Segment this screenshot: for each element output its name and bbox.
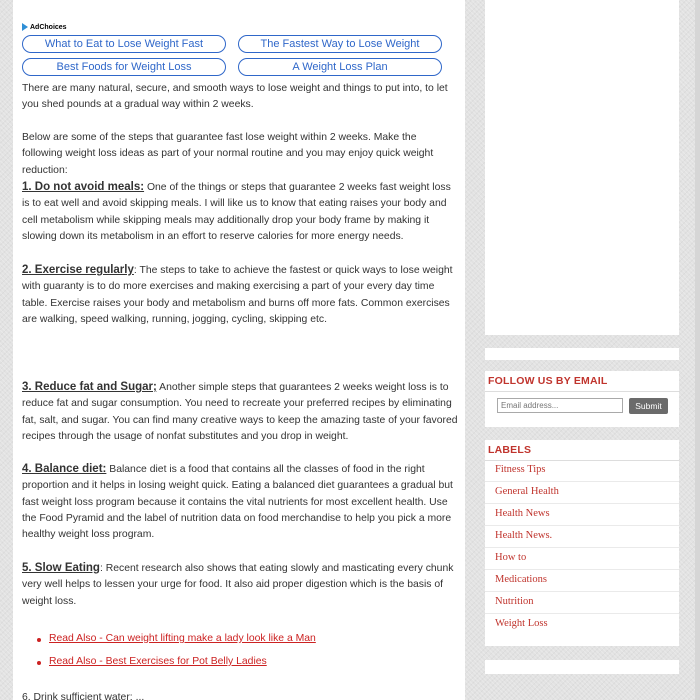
- step-2-text: : The steps to take to achieve the fastest or quick ways to lose weight with guaranty is to do more exercises and making exercising a part of your every day time table. Exercise raises your body and metabolism and burns off more fats. Common exercises are walking, speed walking, running, jogging, cycling, skipping etc.: [22, 265, 453, 325]
- labels-title: LABELS: [488, 444, 532, 456]
- labels-widget: [485, 440, 679, 646]
- label-link-general-health[interactable]: General Health: [495, 486, 559, 497]
- label-link-how-to[interactable]: How to: [495, 552, 527, 563]
- label-separator: [485, 503, 679, 504]
- label-separator: [485, 613, 679, 614]
- read-also-link-pot-belly[interactable]: Read Also - Best Exercises for Pot Belly Ladies: [49, 656, 267, 667]
- step-2-heading: 2. Exercise regularly: [22, 264, 134, 276]
- widget-divider: [485, 391, 679, 392]
- email-address-input[interactable]: [497, 398, 623, 413]
- step-3-heading: 3. Reduce fat and Sugar;: [22, 381, 157, 393]
- read-also-link-weight-lifting[interactable]: Read Also - Can weight lifting make a lady look like a Man: [49, 633, 316, 644]
- ad-link-what-to-eat[interactable]: What to Eat to Lose Weight Fast: [22, 35, 226, 53]
- page-scrollbar[interactable]: [695, 0, 700, 700]
- step-4-paragraph: [22, 461, 458, 543]
- sidebar-ad-box: [485, 0, 679, 335]
- step-2-paragraph: [22, 262, 458, 328]
- label-link-fitness-tips[interactable]: Fitness Tips: [495, 464, 546, 475]
- step-5-heading: 5. Slow Eating: [22, 562, 100, 574]
- step-1-heading: 1. Do not avoid meals:: [22, 181, 145, 193]
- label-link-health-news-dot[interactable]: Health News.: [495, 530, 553, 541]
- step-3-paragraph: [22, 379, 458, 445]
- step-5-text: : Recent research also shows that eating slowly and masticating every chunk very well helps to lessen your urge for food. It also aid proper digestion which is the basis of weight loss.: [22, 563, 454, 607]
- sidebar-empty-widget: [485, 348, 679, 360]
- follow-by-email-widget: [485, 371, 679, 427]
- sidebar-bottom-widget: [485, 660, 679, 674]
- label-link-weight-loss[interactable]: Weight Loss: [495, 618, 548, 629]
- ad-link-weight-loss-plan[interactable]: A Weight Loss Plan: [238, 58, 442, 76]
- label-separator: [485, 525, 679, 526]
- label-link-health-news[interactable]: Health News: [495, 508, 550, 519]
- step-4-text: Balance diet is a food that contains all the classes of food in the right proportion and it helps in losing weight quick. Eating a balanced diet guarantees a gradual but fast weight loss program because it contains the vital nutrients for most excellent health. Use the Food Pyramid and the label of nutrition data on food merchandise to help you pick a more healthy weight loss program.: [22, 464, 453, 541]
- label-link-medications[interactable]: Medications: [495, 574, 547, 585]
- main-content-column: [13, 0, 465, 700]
- adchoices-label: AdChoices: [30, 23, 67, 31]
- intro-paragraph: There are many natural, secure, and smooth ways to lose weight and things to put into, to let you shed pounds at a gradual way within 2 weeks.: [22, 83, 448, 111]
- ad-link-best-foods[interactable]: Best Foods for Weight Loss: [22, 58, 226, 76]
- ad-link-fastest-way[interactable]: The Fastest Way to Lose Weight: [238, 35, 442, 53]
- adchoices-badge[interactable]: [22, 22, 67, 32]
- step-1-text: One of the things or steps that guarantee 2 weeks fast weight loss is to eat well and avoid skipping meals. I will like us to know that eating raises your body and cell metabolism while skipping meals may additionally drop your body frame by making it slowing down its metabolism in an effort to reserve calories for more energy needs.: [22, 182, 451, 242]
- step-5-paragraph: [22, 560, 458, 610]
- adchoices-icon: [22, 23, 28, 31]
- step-6-partial-line: 6. Drink sufficient water: ...: [22, 692, 145, 700]
- step-1-paragraph: [22, 179, 458, 245]
- step-3-text: Another simple steps that guarantees 2 weeks weight loss is to reduce fat and sugar consumption. You need to recreate your preferred recipes by eliminating fat, salt, and sugar. You can find many creative ways to keep the amazing taste of your favored recipes through the usage of nonfat substitutes and you drop in weight.: [22, 382, 458, 442]
- step-4-heading: 4. Balance diet:: [22, 463, 107, 475]
- label-link-nutrition[interactable]: Nutrition: [495, 596, 534, 607]
- label-separator: [485, 481, 679, 482]
- lead-paragraph: Below are some of the steps that guarantee fast lose weight within 2 weeks. Make the following weight loss ideas as part of your normal routine and you may enjoy quick weight reduction:: [22, 132, 434, 176]
- widget-divider: [485, 460, 679, 461]
- email-submit-button[interactable]: Submit: [629, 398, 668, 414]
- follow-by-email-title: FOLLOW US BY EMAIL: [488, 375, 608, 387]
- label-separator: [485, 569, 679, 570]
- label-separator: [485, 591, 679, 592]
- label-separator: [485, 547, 679, 548]
